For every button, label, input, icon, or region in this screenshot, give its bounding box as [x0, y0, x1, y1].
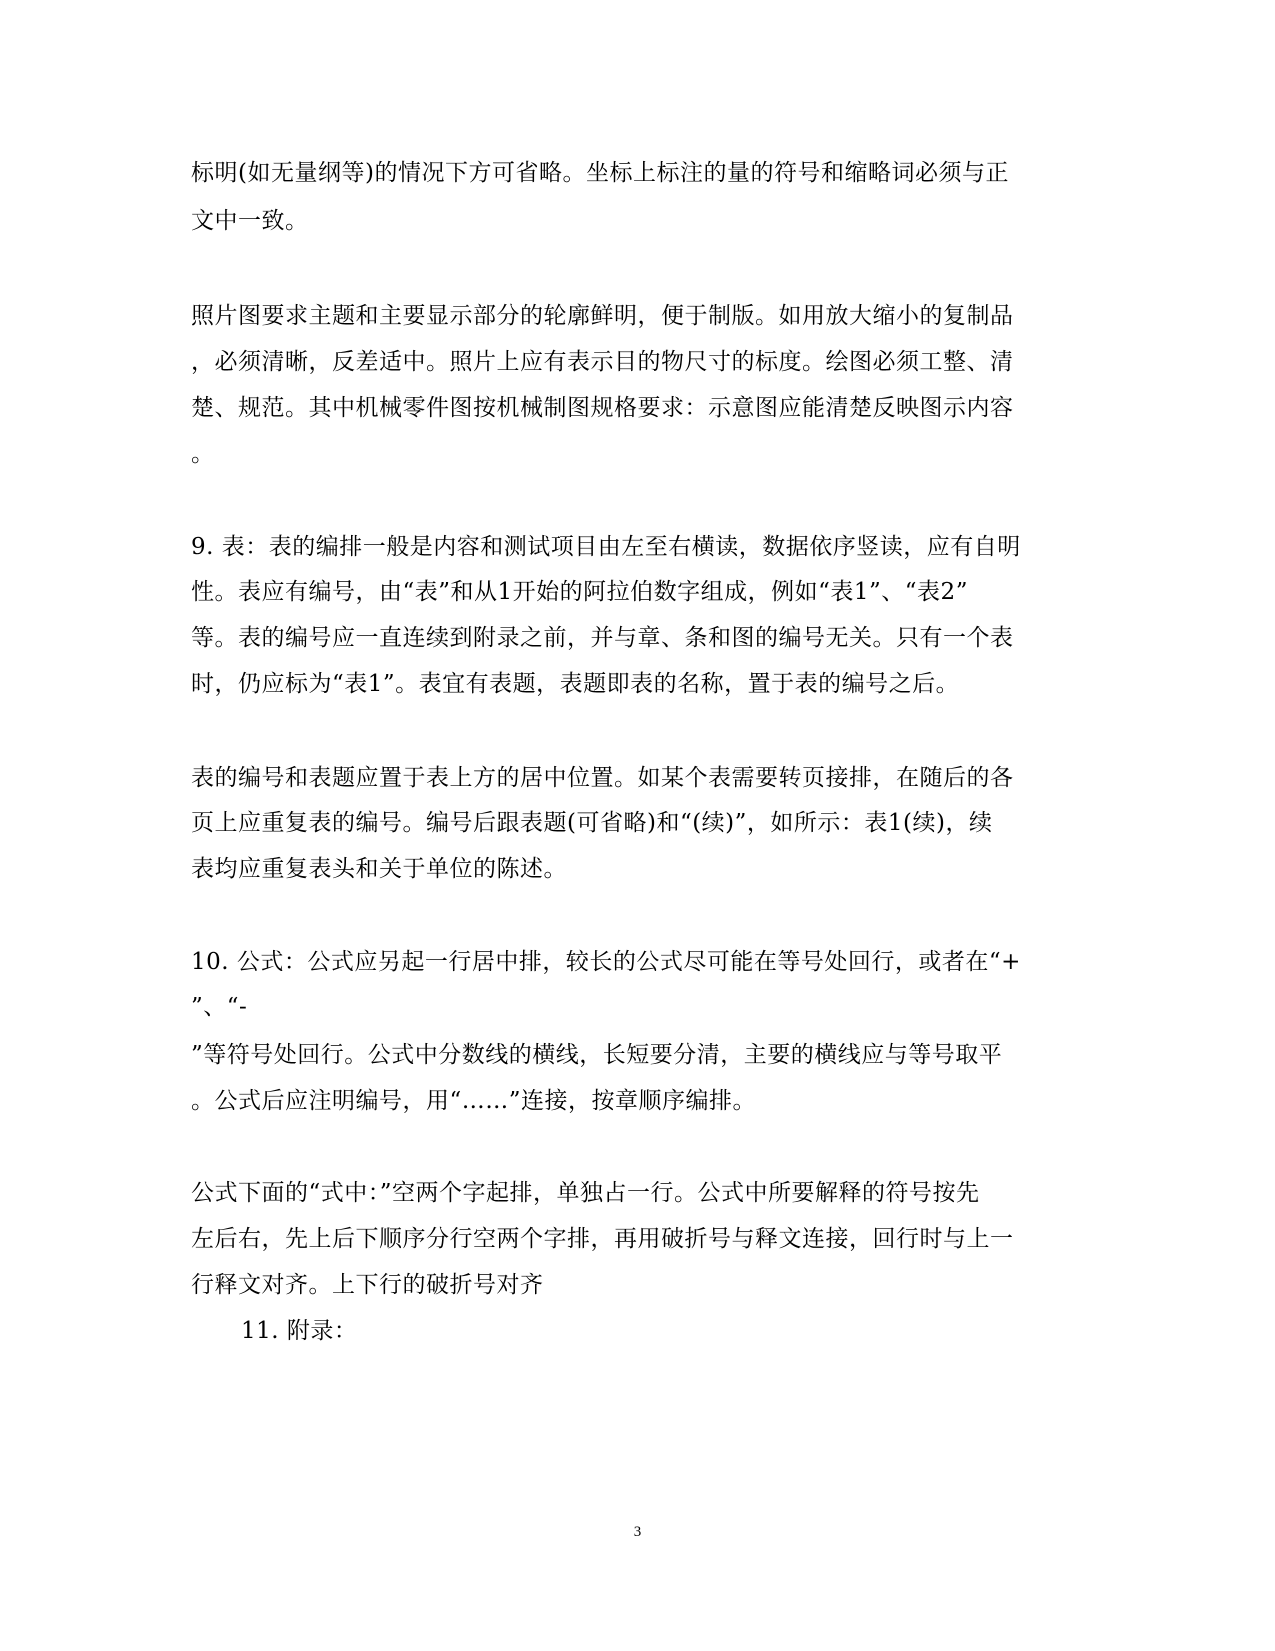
- body-text-line: 10. 公式：公式应另起一行居中排，较长的公式尽可能在等号处回行，或者在“+: [191, 949, 1021, 975]
- body-text-line: ”等符号处回行。公式中分数线的横线，长短要分清，主要的横线应与等号取平: [191, 1042, 1003, 1068]
- section-heading: 11. 附录：: [241, 1318, 358, 1344]
- body-text-line: ”、“-: [191, 994, 248, 1020]
- body-text-line: 9. 表：表的编排一般是内容和测试项目由左至右横读，数据依序竖读，应有自明: [191, 534, 1021, 560]
- body-text-line: 行释文对齐。上下行的破折号对齐: [191, 1272, 544, 1298]
- body-text-line: 标明(如无量纲等)的情况下方可省略。坐标上标注的量的符号和缩略词必须与正: [191, 160, 1009, 186]
- body-text-line: ，必须清晰，反差适中。照片上应有表示目的物尺寸的标度。绘图必须工整、清: [191, 349, 1014, 375]
- body-text-line: 左后右，先上后下顺序分行空两个字排，再用破折号与释文连接，回行时与上一: [191, 1226, 1014, 1252]
- body-text-line: 等。表的编号应一直连续到附录之前，并与章、条和图的编号无关。只有一个表: [191, 625, 1014, 651]
- body-text-line: 表的编号和表题应置于表上方的居中位置。如某个表需要转页接排，在随后的各: [191, 765, 1014, 791]
- body-text-line: 表均应重复表头和关于单位的陈述。: [191, 856, 567, 882]
- body-text-line: 性。表应有编号，由“表”和从1开始的阿拉伯数字组成，例如“表1”、“表2”: [191, 579, 968, 605]
- body-text-line: 照片图要求主题和主要显示部分的轮廓鲜明，便于制版。如用放大缩小的复制品: [191, 303, 1014, 329]
- body-text-line: 楚、规范。其中机械零件图按机械制图规格要求：示意图应能清楚反映图示内容: [191, 395, 1014, 421]
- body-text-line: 文中一致。: [191, 208, 309, 234]
- body-text-line: 。: [191, 441, 215, 467]
- body-text-line: 时，仍应标为“表1”。表宜有表题，表题即表的名称，置于表的编号之后。: [191, 671, 960, 697]
- body-text-line: 页上应重复表的编号。编号后跟表题(可省略)和“(续)”，如所示：表1(续)，续: [191, 810, 993, 836]
- body-text-line: 。公式后应注明编号，用“……”连接，按章顺序编排。: [191, 1088, 757, 1114]
- body-text-line: 公式下面的“式中：”空两个字起排，单独占一行。公式中所要解释的符号按先: [191, 1180, 980, 1206]
- page-number: 3: [633, 1524, 642, 1540]
